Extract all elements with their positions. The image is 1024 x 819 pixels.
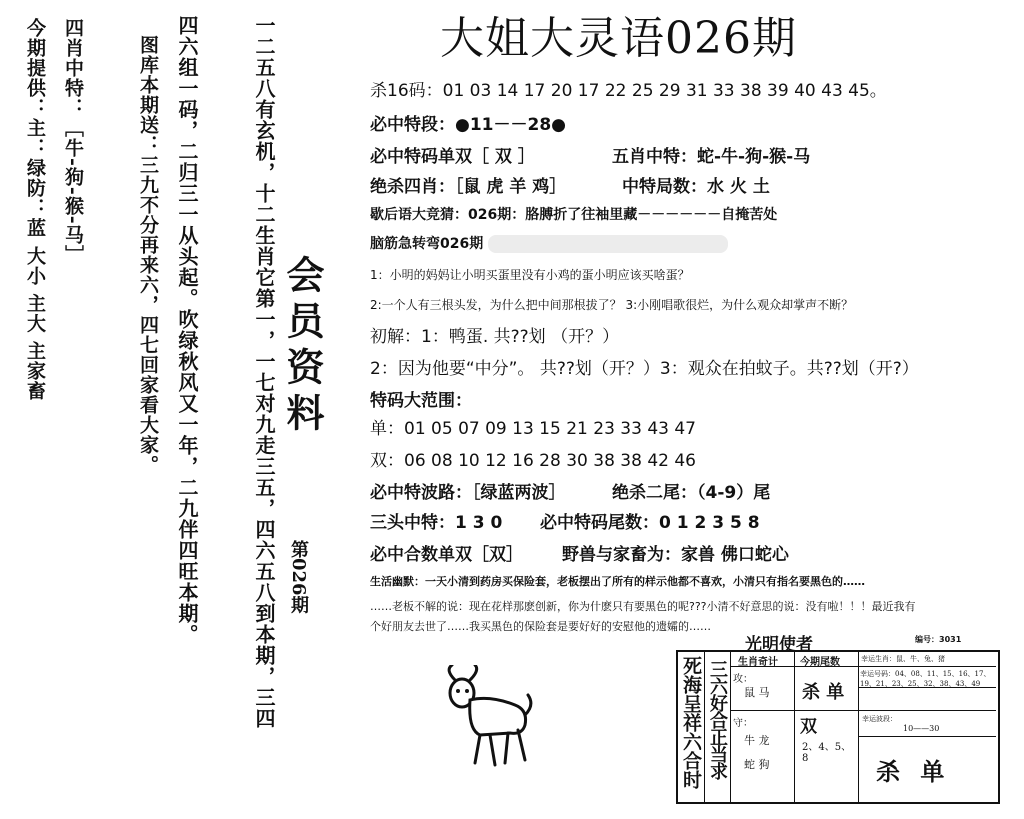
header-tail: 今期尾数 xyxy=(800,657,840,668)
member-title: 会员资料 xyxy=(280,255,325,439)
issue-label: 第026期 xyxy=(288,540,309,614)
info-table xyxy=(676,650,1000,804)
code-label: 编号：3031 xyxy=(915,635,962,644)
defend-value-2: 蛇 狗 xyxy=(744,758,770,771)
brain-teaser-row xyxy=(370,233,728,253)
table-col-2: 三六好合正当求 xyxy=(707,660,728,779)
even-label: 双 xyxy=(800,717,817,737)
blurred-area xyxy=(488,235,728,253)
defend-value-1: 牛 龙 xyxy=(744,734,770,747)
three-head-row: 三头中特：1 3 0 xyxy=(370,513,503,533)
kill-single-2: 杀 单 xyxy=(876,757,951,786)
even-numbers: 2、4、5、8 xyxy=(802,742,852,764)
answer-1-row: 初解：1：鸭蛋. 共??划 （开？） xyxy=(370,327,620,347)
kill-single-1: 杀 单 xyxy=(802,682,845,703)
lucky-numbers: 幸运号码：04、08、11、15、16、17、19、21、23、25、32、38、43、49 xyxy=(860,670,991,688)
question-2-row: 2:一个人有三根头发，为什么把中间那根拔了？ 3:小刚唱歌很烂，为什么观众却掌声不断？ xyxy=(370,298,854,312)
left-column-4: 四肖中特：［牛-狗-猴-马］ xyxy=(62,18,84,265)
brain-teaser-label: 脑筋急转弯026期 xyxy=(370,236,484,252)
odd-numbers-row: 单：01 05 07 09 13 15 21 23 33 43 47 xyxy=(370,419,696,439)
header-lucky-zodiac: 幸运生肖：鼠、牛、兔、猪 xyxy=(861,655,945,663)
ox-illustration xyxy=(440,665,535,775)
kill-four-row: 绝杀四肖：［鼠 虎 羊 鸡］ xyxy=(370,177,567,197)
attack-value: 鼠 马 xyxy=(744,686,770,699)
humor-line-3: 个好朋友去世了……我买黑色的保险套是要好好的安慰他的遗孀的…… xyxy=(370,620,711,633)
round-number-row: 中特局数：水 火 土 xyxy=(622,177,770,197)
five-zodiac-row: 五肖中特：蛇-牛-狗-猴-马 xyxy=(612,147,811,167)
odd-even-row: 必中特码单双［ 双 ］ xyxy=(370,147,535,167)
humor-line-1: 生活幽默：一天小清到药房买保险套，老板摆出了所有的样示他都不喜欢，小清只有指名要黑色的…… xyxy=(370,575,865,588)
wave-row: 必中特波路：［绿蓝两波］ xyxy=(370,483,566,503)
defend-label: 守： xyxy=(733,718,753,729)
range-label: 特码大范围： xyxy=(370,391,472,411)
wave-label: 幸运波段： xyxy=(862,715,897,723)
page-title: 大姐大灵语026期 xyxy=(440,13,797,64)
tail-number-row: 必中特码尾数：0 1 2 3 5 8 xyxy=(540,513,760,533)
left-column-2: 四六组一码，二归三一从头起。吹绿秋风又一年，二九伴四旺本期。 xyxy=(175,15,199,645)
beast-row: 野兽与家畜为：家兽 佛口蛇心 xyxy=(562,545,789,565)
question-1-row: 1：小明的妈妈让小明买蛋里没有小鸡的蛋小明应该买啥蛋？ xyxy=(370,268,690,282)
table-col-1: 死海呈祥六合时 xyxy=(680,656,702,789)
even-numbers-row: 双：06 08 10 12 16 28 30 38 38 42 46 xyxy=(370,451,696,471)
left-column-1: 一二五八有玄机，十二生肖它第一，一七对九走三五，四六五八到本期，三四 xyxy=(252,15,276,729)
header-title: 光明使者 xyxy=(745,635,813,655)
left-column-5: 今期提供：主：绿防：蓝 大小 主大 主家畜 xyxy=(24,18,46,401)
attack-label: 攻： xyxy=(733,674,753,685)
kill-16-row: 杀16码：01 03 14 17 20 17 22 25 29 31 33 38 39 40 43 45。 xyxy=(370,81,887,101)
riddle-row: 歇后语大竞猜：026期：胳膊折了往袖里藏－－－－－－自掩苦处 xyxy=(370,207,778,223)
left-column-3: 图库本期送：三九不分再来六，四七回家看大家。 xyxy=(137,35,159,475)
special-segment-row: 必中特段：●11－－28● xyxy=(370,115,566,135)
kill-two-tail-row: 绝杀二尾：（4-9）尾 xyxy=(612,483,771,503)
composite-row: 必中合数单双［双］ xyxy=(370,545,523,565)
header-zodiac: 生肖奇计 xyxy=(738,657,778,668)
wave-value: 10——30 xyxy=(903,724,940,733)
answer-2-row: 2：因为他要“中分”。 共??划（开？）3：观众在拍蚊子。共??划（开?） xyxy=(370,359,919,379)
humor-line-2: ……老板不解的说：现在花样那麽创新，你为什麽只有要黑色的呢???小清不好意思的说：没有啦！！！最近我有 xyxy=(370,600,916,613)
